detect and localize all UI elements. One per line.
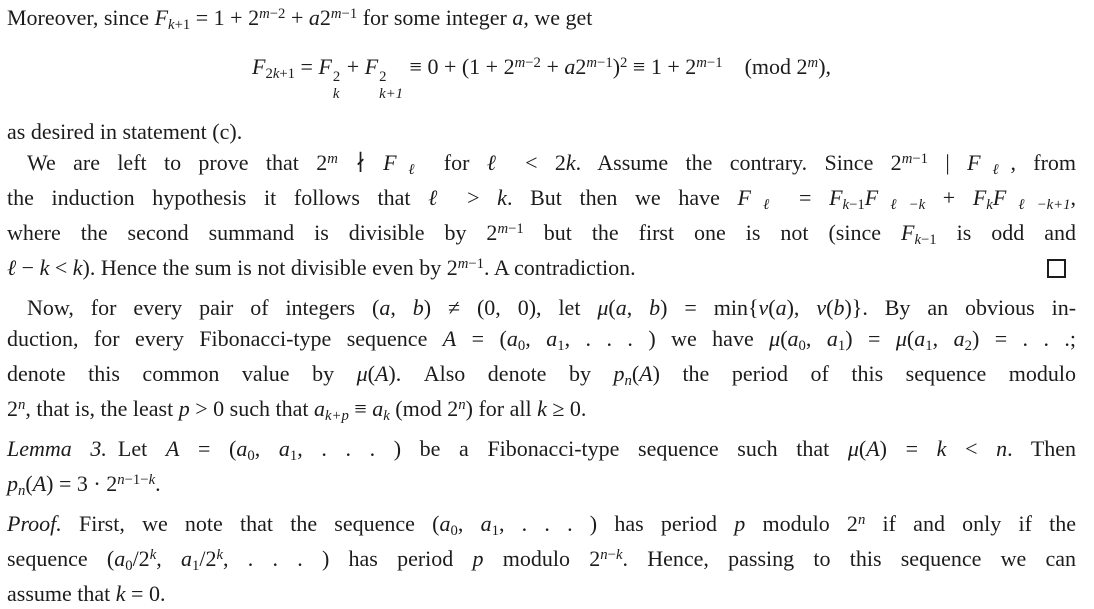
text-run: m: [514, 54, 526, 71]
text-run: 0: [247, 448, 255, 465]
text-run: >: [449, 185, 498, 211]
text-run: ,: [805, 326, 827, 352]
para-moreover-line-1: [7, 2, 1076, 37]
text-run: the induction hypothesis it follows that: [7, 185, 429, 211]
sup-sub-stack: 2 k: [332, 69, 341, 102]
text-run: ℓ: [486, 150, 508, 176]
text-run: m: [497, 221, 509, 237]
text-run: assume that: [7, 581, 116, 607]
text-run: k+p: [324, 408, 349, 425]
text-run: k: [914, 232, 921, 249]
text-run: , . . . ) be a Fibonacci-type sequence such that: [297, 436, 848, 462]
text-run: ν: [758, 295, 769, 321]
text-run: +1: [279, 65, 296, 82]
text-run: a: [372, 396, 384, 422]
text-run: (: [631, 361, 640, 387]
text-run: μ: [895, 326, 907, 352]
text-run: a: [379, 295, 391, 321]
text-run: k: [148, 472, 156, 488]
text-run: ). Also denote by: [388, 361, 614, 387]
text-run: F: [864, 185, 879, 211]
text-run: sequence (: [7, 546, 115, 572]
text-run: b: [833, 295, 845, 321]
text-run: 2: [620, 54, 628, 71]
text-run: −: [16, 255, 40, 281]
text-run: a: [114, 546, 126, 572]
text-run: for some integer: [357, 5, 513, 30]
text-run: −1: [920, 232, 937, 249]
text-run: a: [512, 5, 524, 30]
text-run: p: [472, 546, 484, 572]
para-left-to-prove-line-1: [7, 147, 1076, 182]
text-run: +: [341, 54, 365, 79]
text-run: m: [327, 151, 338, 167]
text-run: ℓ−k: [878, 197, 926, 214]
text-run: . Assume the contrary. Since 2: [575, 150, 902, 176]
text-run: First, we note that the sequence (: [61, 511, 440, 537]
text-run: , . . . ) has period: [223, 546, 473, 572]
text-run: ν: [816, 295, 827, 321]
text-run: k: [168, 16, 175, 33]
text-run: +: [540, 54, 565, 79]
text-run: −1: [912, 151, 929, 167]
text-run: Proof.: [7, 511, 62, 537]
text-run: ℓ: [980, 162, 1011, 179]
text-run: A: [866, 436, 880, 462]
text-run: a: [180, 546, 192, 572]
text-run: k: [216, 547, 224, 563]
proof-line-2: [7, 543, 1076, 578]
text-run: ) =: [879, 436, 937, 462]
text-run: if and only if the: [865, 511, 1076, 537]
text-run: = (: [456, 326, 507, 352]
text-run: −1: [508, 221, 524, 237]
para-moreover-line-2: [7, 116, 1076, 147]
text-run: A: [374, 361, 389, 387]
text-run: k: [615, 547, 623, 563]
text-run: −1: [706, 54, 723, 71]
para-now-line-4: [7, 393, 1076, 428]
text-run: p: [734, 511, 746, 537]
text-run: +: [285, 5, 309, 30]
text-run: −2: [525, 54, 541, 71]
text-run: k: [497, 185, 507, 211]
text-run: n: [624, 373, 632, 390]
text-run: < 2: [507, 150, 566, 176]
text-run: 2: [964, 338, 972, 355]
text-run: , . . . ) has period: [498, 511, 735, 537]
text-run: We are left to prove that 2: [27, 150, 328, 176]
text-run: n: [18, 483, 26, 500]
text-run: (: [906, 326, 915, 352]
text-run: m: [696, 54, 707, 71]
text-run: 2: [319, 5, 331, 30]
text-run: n: [18, 397, 26, 413]
text-run: , that is, the least: [25, 396, 179, 422]
text-run: for: [426, 150, 487, 176]
text-run: k: [537, 396, 547, 422]
text-run: a: [313, 396, 325, 422]
text-run: n: [458, 397, 466, 413]
text-run: )}. By an obvious in-: [844, 295, 1077, 321]
text-run: (: [780, 326, 788, 352]
text-run: k: [149, 547, 157, 563]
text-run: m: [457, 256, 469, 272]
text-run: a: [564, 54, 576, 79]
text-run: ,: [390, 295, 413, 321]
text-run: b: [412, 295, 424, 321]
text-run: ℓ: [750, 197, 782, 214]
text-run: F: [383, 150, 397, 176]
text-run: k: [39, 255, 50, 281]
text-run: a: [439, 511, 451, 537]
text-run: F: [829, 185, 843, 211]
text-run: k: [565, 150, 576, 176]
text-run: p: [7, 471, 18, 497]
text-run: , we get: [523, 5, 593, 30]
text-run: 1: [925, 338, 933, 355]
text-run: Lemma 3.: [7, 436, 107, 462]
text-run: m: [259, 5, 270, 22]
text-run: a: [953, 326, 965, 352]
text-run: ) = . . .;: [971, 326, 1077, 352]
text-run: n: [117, 472, 125, 488]
text-run: −1: [341, 5, 358, 22]
text-run: 1: [491, 523, 499, 540]
text-run: , . . . ) we have: [564, 326, 770, 352]
para-left-to-prove-line-3: [7, 217, 1076, 252]
text-run: k: [72, 255, 83, 281]
para-left-to-prove-line-4: [7, 252, 1076, 287]
text-run: = 0.: [125, 581, 166, 607]
text-run: ℓ: [7, 255, 17, 281]
text-run: μ: [597, 295, 609, 321]
text-run: −1: [849, 197, 865, 214]
text-run: ) the period of this sequence modulo: [652, 361, 1076, 387]
text-run: ∤: [337, 150, 384, 176]
text-run: ,: [254, 436, 279, 462]
text-run: ℓ: [428, 185, 450, 211]
text-run: (: [768, 295, 776, 321]
text-run: ≡: [348, 396, 373, 422]
text-run: b: [649, 295, 661, 321]
text-run: (mod 2: [389, 396, 459, 422]
text-run: ,: [932, 326, 954, 352]
text-run: k: [115, 581, 126, 607]
text-run: 0: [798, 338, 806, 355]
text-run: 0: [450, 523, 458, 540]
text-run: . But then we have: [506, 185, 738, 211]
text-run: a: [826, 326, 838, 352]
text-run: F: [364, 54, 379, 79]
text-run: 1: [557, 338, 565, 355]
text-run: m: [330, 5, 342, 22]
proof-line-3: [7, 578, 1076, 609]
text-run: |: [928, 150, 968, 176]
text-run: a: [546, 326, 558, 352]
text-run: μ: [847, 436, 859, 462]
text-run: = (: [179, 436, 237, 462]
text-run: F: [318, 54, 332, 79]
text-run: −1: [468, 256, 485, 272]
para-left-to-prove-line-2: [7, 182, 1076, 217]
text-run: −1: [597, 54, 613, 71]
text-run: a: [506, 326, 518, 352]
text-run: ℓ−k+1: [1006, 197, 1071, 214]
text-run: ). Hence the sum is not divisible even by 2: [82, 255, 458, 281]
text-run: 0: [517, 338, 526, 355]
text-run: 2: [575, 54, 587, 79]
text-run: ,: [525, 326, 547, 352]
text-run: a: [615, 295, 627, 321]
text-run: A: [442, 326, 457, 352]
text-run: . A contradiction.: [484, 255, 636, 281]
para-now-line-3: [7, 358, 1076, 393]
text-run: a: [236, 436, 248, 462]
text-run: Moreover, since: [7, 5, 155, 30]
text-run: F: [154, 5, 169, 30]
text-run: modulo 2: [483, 546, 601, 572]
text-run: k: [842, 197, 850, 214]
text-run: n: [857, 512, 866, 528]
text-run: (: [25, 471, 33, 497]
para-now-line-2: [7, 323, 1076, 358]
text-run: (: [826, 295, 834, 321]
text-run: +1: [174, 16, 191, 33]
text-run: .: [155, 471, 161, 497]
text-run: 1: [837, 338, 846, 355]
text-run: n: [996, 436, 1008, 462]
text-run: ≥ 0.: [546, 396, 587, 422]
text-run: k: [986, 197, 993, 214]
text-run: = 1 + 2: [190, 5, 260, 30]
text-run: (: [858, 436, 867, 462]
text-run: +: [925, 185, 973, 211]
text-run: μ: [356, 361, 368, 387]
text-run: 2: [265, 65, 273, 82]
proof-line-1: [7, 508, 1076, 543]
text-run: is odd and: [936, 220, 1076, 246]
text-run: 2: [7, 396, 18, 422]
text-run: duction, for every Fibonacci-type sequence: [7, 326, 443, 352]
text-run: A: [32, 471, 47, 497]
text-run: ): [612, 54, 621, 79]
text-run: −2: [269, 5, 286, 22]
text-run: ) = min{: [660, 295, 759, 321]
text-run: a: [914, 326, 926, 352]
text-run: ,: [1070, 185, 1076, 211]
text-run: ),: [786, 295, 817, 321]
text-run: a: [480, 511, 492, 537]
text-run: Let: [106, 436, 166, 462]
text-run: . Then: [1007, 436, 1077, 462]
text-run: as desired in statement (c).: [7, 119, 243, 145]
text-run: a: [787, 326, 799, 352]
text-run: ) =: [845, 326, 896, 352]
text-run: k: [383, 408, 390, 425]
text-run: m: [586, 54, 598, 71]
text-run: ≡ 1 + 2: [627, 54, 697, 79]
text-run: a: [775, 295, 787, 321]
text-run: =: [781, 185, 830, 211]
text-run: μ: [769, 326, 781, 352]
text-run: a: [278, 436, 290, 462]
text-run: −1−: [124, 472, 149, 488]
display-equation: [7, 47, 1076, 102]
text-run: F: [251, 54, 266, 79]
lemma-3-line-2: [7, 468, 1076, 503]
text-run: (: [367, 361, 375, 387]
text-run: 1: [191, 558, 200, 575]
text-run: a: [308, 5, 320, 30]
text-run: modulo 2: [745, 511, 858, 537]
text-run: denote this common value by: [7, 361, 357, 387]
text-run: ) for all: [465, 396, 538, 422]
sup-sub-stack: 2 k+1: [379, 69, 404, 102]
text-run: A: [639, 361, 653, 387]
text-run: ) ≠ (0, 0), let: [423, 295, 598, 321]
text-run: A: [165, 436, 180, 462]
text-run: /2: [132, 546, 150, 572]
text-run: p: [613, 361, 625, 387]
text-run: 0: [125, 558, 133, 575]
text-run: p: [178, 396, 190, 422]
qed-box: [1047, 259, 1066, 278]
text-run: but the first one is not (since: [523, 220, 901, 246]
text-run: (mod 2: [722, 54, 808, 79]
text-run: where the second summand is divisible by 2: [7, 220, 498, 246]
text-run: F: [972, 185, 987, 211]
text-run: m: [901, 151, 913, 167]
text-run: F: [737, 185, 751, 211]
text-run: <: [946, 436, 997, 462]
text-run: (: [608, 295, 616, 321]
text-run: , from: [1010, 150, 1077, 176]
text-run: =: [295, 54, 319, 79]
text-run: /2: [199, 546, 217, 572]
text-run: 1: [289, 448, 298, 465]
text-run: ≡ 0 + (1 + 2: [404, 54, 515, 79]
text-run: ),: [818, 54, 832, 79]
para-now-line-1: [7, 292, 1076, 323]
lemma-3-line-1: [7, 433, 1076, 468]
text-run: . Hence, passing to this sequence we can: [622, 546, 1077, 572]
text-run: ℓ: [396, 162, 427, 179]
text-run: k: [272, 65, 280, 82]
text-run: −: [607, 547, 616, 563]
text-run: ,: [626, 295, 650, 321]
text-run: ) = 3 · 2: [46, 471, 118, 497]
text-run: > 0 such that: [189, 396, 314, 422]
text-run: F: [900, 220, 915, 246]
text-run: <: [49, 255, 73, 281]
text-run: k: [936, 436, 947, 462]
text-run: n: [600, 547, 608, 563]
text-run: m: [807, 54, 819, 71]
text-run: Now, for every pair of integers (: [27, 295, 380, 321]
text-run: F: [992, 185, 1007, 211]
text-run: ,: [457, 511, 481, 537]
text-run: F: [967, 150, 981, 176]
text-run: ,: [156, 546, 181, 572]
